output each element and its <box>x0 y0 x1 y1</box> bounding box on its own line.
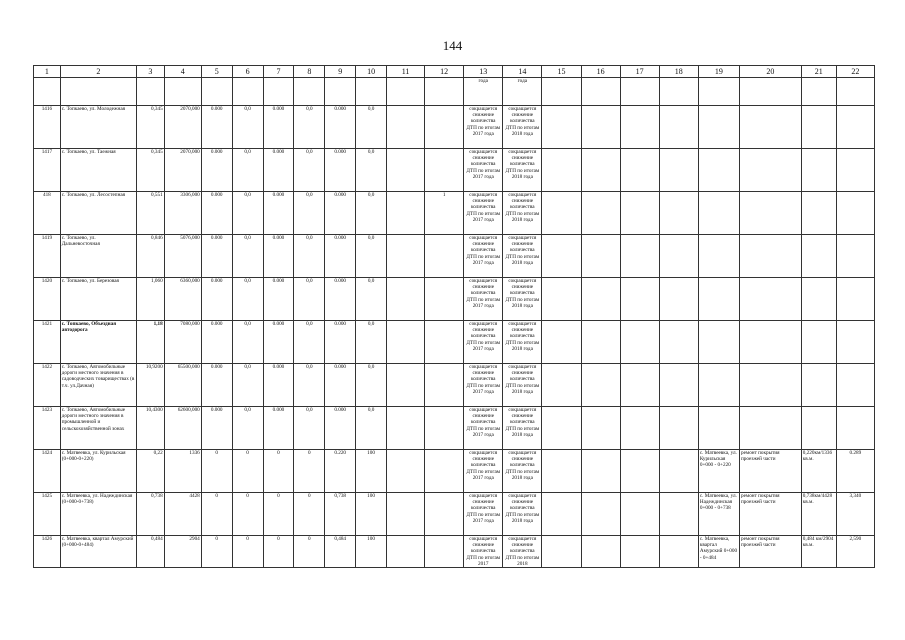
cell-col22 <box>836 106 874 149</box>
cell-col10: 100 <box>356 493 387 536</box>
cell-col15 <box>542 493 581 536</box>
cell-col20 <box>740 278 802 321</box>
cell-col19: с. Матвеевка, квартал Амурский 0+000 - 0+484 <box>698 536 739 568</box>
roads-table <box>33 65 875 568</box>
cell-col11 <box>387 149 425 192</box>
cell-col22 <box>836 278 874 321</box>
cell-col20: ремонт покрытия проезжей части <box>740 536 802 568</box>
cell-col11 <box>387 106 425 149</box>
cell-col13: сокращается снижение количества ДТП по итогам 2017 года <box>464 321 503 364</box>
cell-col7: 0 <box>263 450 294 493</box>
cell-col2: с. Матвеевка, квартал Амурский (0+000-0+484) <box>60 536 136 568</box>
column-header-19: 19 <box>698 66 739 78</box>
cell-col17 <box>620 450 659 493</box>
cell-col7: 0.000 <box>263 407 294 450</box>
cell-col16 <box>581 493 620 536</box>
cell-col8: 0 <box>294 493 325 536</box>
cell-col17 <box>620 235 659 278</box>
cell-col21 <box>801 149 836 192</box>
cell-col8: 0,0 <box>294 407 325 450</box>
cell-col3: 0,738 <box>136 493 164 536</box>
cell-col1: 1420 <box>34 278 61 321</box>
cell-col14: сокращается снижение количества ДТП по итогам 2018 года <box>503 407 542 450</box>
cell-col22 <box>836 192 874 235</box>
column-header-14: 14 <box>503 66 542 78</box>
column-header-10: 10 <box>356 66 387 78</box>
table-row <box>34 321 875 364</box>
cell-col7: 0.000 <box>263 149 294 192</box>
cell-col6: 0,0 <box>232 321 263 364</box>
cell-col11 <box>387 493 425 536</box>
cell-col22 <box>836 407 874 450</box>
column-header-12: 12 <box>425 66 464 78</box>
cell-col2: с. Топкаево, Объездная автодорога <box>60 321 136 364</box>
cell-col8: 0,0 <box>294 192 325 235</box>
cell-col11 <box>387 364 425 407</box>
cell-col7: 0.000 <box>263 106 294 149</box>
cell-col12 <box>425 149 464 192</box>
cell-col2: с. Топкаево, Автомобильные дороги местного значения в садоводческих товариществах (в т.ч. ул.Дачная) <box>60 364 136 407</box>
cell-col1: 1426 <box>34 536 61 568</box>
cell-col12 <box>425 364 464 407</box>
cell-col5: 0.000 <box>201 149 232 192</box>
cell-col21 <box>801 192 836 235</box>
table-row <box>34 106 875 149</box>
cell-col20 <box>740 192 802 235</box>
cell-col5: 0.000 <box>201 235 232 278</box>
cell-col8: 0 <box>294 450 325 493</box>
cell-col18 <box>659 450 698 493</box>
cell-col8: 0 <box>294 536 325 568</box>
cell-col6: 0,0 <box>232 364 263 407</box>
cell-col5: 0.000 <box>201 106 232 149</box>
cell-col16 <box>581 407 620 450</box>
cell-col13: сокращается снижение количества ДТП по итогам 2017 года <box>464 192 503 235</box>
cell-col9: 0.000 <box>325 149 356 192</box>
cell-col9: 0.000 <box>325 278 356 321</box>
cell-col19 <box>698 407 739 450</box>
cell-col16 <box>581 149 620 192</box>
cell-col8: 0,0 <box>294 106 325 149</box>
column-header-17: 17 <box>620 66 659 78</box>
cell-col22: 0.289 <box>836 450 874 493</box>
cell-col9: 0.000 <box>325 106 356 149</box>
cell-col7: 0.000 <box>263 192 294 235</box>
cell-col6: 0,0 <box>232 106 263 149</box>
cell-col5: 0 <box>201 450 232 493</box>
cell-col11 <box>387 536 425 568</box>
cell-col18 <box>659 493 698 536</box>
table-row <box>34 149 875 192</box>
cell-col2: с. Топкаево, ул. Лесостепная <box>60 192 136 235</box>
cell-col10: 0,0 <box>356 321 387 364</box>
cell-col11 <box>387 450 425 493</box>
cell-col1: 1416 <box>34 106 61 149</box>
column-header-13: 13 <box>464 66 503 78</box>
column-header-15: 15 <box>542 66 581 78</box>
cell-col5: 0.000 <box>201 407 232 450</box>
cell-col3: 0,22 <box>136 450 164 493</box>
cell-col22 <box>836 364 874 407</box>
cell-col3: 10,4300 <box>136 407 164 450</box>
cell-col15 <box>542 450 581 493</box>
cell-col18 <box>659 278 698 321</box>
cell-col4: 2070,000 <box>164 106 201 149</box>
cell-col15 <box>542 407 581 450</box>
cell-col6: 0 <box>232 450 263 493</box>
cell-col7: 0 <box>263 536 294 568</box>
cell-col12 <box>425 450 464 493</box>
cell-col13: сокращается снижение количества ДТП по итогам 2017 года <box>464 450 503 493</box>
column-header-1: 1 <box>34 66 61 78</box>
table-row <box>34 493 875 536</box>
cell-col20 <box>740 106 802 149</box>
cell-col5: 0.000 <box>201 192 232 235</box>
column-header-6: 6 <box>232 66 263 78</box>
cell-col21: 0,484 км/2904 кв.м. <box>801 536 836 568</box>
cell-col11 <box>387 235 425 278</box>
cell-col15 <box>542 235 581 278</box>
cell-col14: сокращается снижение количества ДТП по итогам 2018 года <box>503 149 542 192</box>
cell-col8: 0,0 <box>294 235 325 278</box>
cell-col21: 0,220км/1336 кв.м. <box>801 450 836 493</box>
cell-col15 <box>542 106 581 149</box>
cell-col3: 0,846 <box>136 235 164 278</box>
column-header-8: 8 <box>294 66 325 78</box>
cell-col5: 0 <box>201 536 232 568</box>
cell-col3: 1,060 <box>136 278 164 321</box>
cell-col4: 3306,000 <box>164 192 201 235</box>
cell-col16 <box>581 278 620 321</box>
cell-col8: 0,0 <box>294 278 325 321</box>
cell-col21: 0,738км/4428 кв.м. <box>801 493 836 536</box>
cell-col19 <box>698 106 739 149</box>
cell-col13: года <box>464 78 503 106</box>
cell-col19: с. Матвеевка, ул. Надеждинская 0+000 - 0+738 <box>698 493 739 536</box>
cell-col9: 0,738 <box>325 493 356 536</box>
cell-col18 <box>659 321 698 364</box>
column-header-22: 22 <box>836 66 874 78</box>
cell-col17 <box>620 192 659 235</box>
cell-col21 <box>801 407 836 450</box>
cell-col22: 2,590 <box>836 536 874 568</box>
cell-col21 <box>801 235 836 278</box>
cell-col19: с. Матвеевка, ул. Курильская 0+000 - 0+220 <box>698 450 739 493</box>
cell-col19 <box>698 192 739 235</box>
column-header-5: 5 <box>201 66 232 78</box>
cell-col16 <box>581 321 620 364</box>
cell-col19 <box>698 364 739 407</box>
cell-col20 <box>740 407 802 450</box>
cell-col20: ремонт покрытия проезжей части <box>740 493 802 536</box>
cell-col22 <box>836 321 874 364</box>
cell-col16 <box>581 106 620 149</box>
cell-col6: 0 <box>232 536 263 568</box>
cell-col14: сокращается снижение количества ДТП по итогам 2018 года <box>503 493 542 536</box>
cell-col16 <box>581 364 620 407</box>
cell-col6: 0,0 <box>232 278 263 321</box>
cell-col15 <box>542 278 581 321</box>
cell-col18 <box>659 149 698 192</box>
cell-col3: 0,345 <box>136 149 164 192</box>
cell-col6: 0,0 <box>232 192 263 235</box>
cell-col12 <box>425 407 464 450</box>
cell-col14: сокращается снижение количества ДТП по итогам 2018 года <box>503 321 542 364</box>
table-row <box>34 364 875 407</box>
cell-col5: 0.000 <box>201 364 232 407</box>
cell-col12 <box>425 493 464 536</box>
cell-col10: 0,0 <box>356 192 387 235</box>
cell-col18 <box>659 192 698 235</box>
page-number: 144 <box>442 38 463 53</box>
cell-col6: 0,0 <box>232 407 263 450</box>
column-header-11: 11 <box>387 66 425 78</box>
cell-col15 <box>542 364 581 407</box>
cell-col10: 0,0 <box>356 149 387 192</box>
cell-col1: 1421 <box>34 321 61 364</box>
cell-col21 <box>801 106 836 149</box>
column-header-2: 2 <box>60 66 136 78</box>
cell-col10: 0,0 <box>356 106 387 149</box>
cell-col18 <box>659 364 698 407</box>
cell-col6: 0,0 <box>232 149 263 192</box>
cell-col20 <box>740 149 802 192</box>
table-row <box>34 235 875 278</box>
cell-col16 <box>581 450 620 493</box>
cell-col13: сокращается снижение количества ДТП по итогам 2017 года <box>464 364 503 407</box>
cell-col2: с. Матвеевка, ул. Надеждинская (0+000-0+738) <box>60 493 136 536</box>
cell-col9: 0.000 <box>325 407 356 450</box>
cell-col5: 0 <box>201 493 232 536</box>
cell-col13: сокращается снижение количества ДТП по итогам 2017 года <box>464 493 503 536</box>
cell-col18 <box>659 106 698 149</box>
cell-col14: сокращается снижение количества ДТП по итогам 2018 <box>503 536 542 568</box>
cell-col10: 0,0 <box>356 278 387 321</box>
cell-col7: 0.000 <box>263 235 294 278</box>
cell-col17 <box>620 106 659 149</box>
cell-col3: 0,484 <box>136 536 164 568</box>
cell-col6: 0,0 <box>232 235 263 278</box>
cell-col13: сокращается снижение количества ДТП по итогам 2017 года <box>464 278 503 321</box>
cell-col12: 1 <box>425 192 464 235</box>
cell-col1: 1425 <box>34 493 61 536</box>
cell-col19 <box>698 235 739 278</box>
cell-col8: 0,0 <box>294 321 325 364</box>
cell-col2: с. Топкаево, ул. Молодежная <box>60 106 136 149</box>
cell-col2: с. Топкаево, ул. Березовая <box>60 278 136 321</box>
cell-col2: с. Топкаево, ул. Таежная <box>60 149 136 192</box>
cell-col14: сокращается снижение количества ДТП по итогам 2018 года <box>503 192 542 235</box>
cell-col17 <box>620 493 659 536</box>
cell-col13: сокращается снижение количества ДТП по итогам 2017 года <box>464 149 503 192</box>
cell-col10: 0,0 <box>356 407 387 450</box>
cell-col15 <box>542 321 581 364</box>
cell-col4: 4428 <box>164 493 201 536</box>
column-header-3: 3 <box>136 66 164 78</box>
cell-col12 <box>425 235 464 278</box>
cell-col20 <box>740 321 802 364</box>
cell-col9: 0.000 <box>325 192 356 235</box>
table-row <box>34 192 875 235</box>
cell-col21 <box>801 278 836 321</box>
cell-col21 <box>801 321 836 364</box>
cell-col17 <box>620 407 659 450</box>
cell-col1: 1423 <box>34 407 61 450</box>
column-header-9: 9 <box>325 66 356 78</box>
cell-col13: сокращается снижение количества ДТП по итогам 2017 года <box>464 407 503 450</box>
column-header-7: 7 <box>263 66 294 78</box>
cell-col2: с. Матвеевка, ул. Курильская (0+000-0+220) <box>60 450 136 493</box>
cell-col19 <box>698 278 739 321</box>
cell-col17 <box>620 149 659 192</box>
cell-col3: 0,345 <box>136 106 164 149</box>
cell-col1: 1422 <box>34 364 61 407</box>
cell-col4: 6360,000 <box>164 278 201 321</box>
cell-col9: 0.000 <box>325 321 356 364</box>
cell-col14: года <box>503 78 542 106</box>
cell-col12 <box>425 321 464 364</box>
column-header-4: 4 <box>164 66 201 78</box>
cell-col8: 0,0 <box>294 149 325 192</box>
cell-col16 <box>581 235 620 278</box>
cell-col7: 0.000 <box>263 364 294 407</box>
cell-col11 <box>387 407 425 450</box>
cell-col21 <box>801 364 836 407</box>
cell-col9: 0.000 <box>325 364 356 407</box>
cell-col20 <box>740 364 802 407</box>
cell-col9: 0.000 <box>325 235 356 278</box>
cell-col22 <box>836 235 874 278</box>
cell-col17 <box>620 321 659 364</box>
cell-col14: сокращается снижение количества ДТП по итогам 2018 года <box>503 450 542 493</box>
table-row <box>34 407 875 450</box>
column-header-20: 20 <box>740 66 802 78</box>
cell-col13: сокращается снижение количества ДТП по итогам 2017 года <box>464 235 503 278</box>
cell-col14: сокращается снижение количества ДТП по итогам 2018 года <box>503 106 542 149</box>
cell-col9: 0.220 <box>325 450 356 493</box>
cell-col11 <box>387 278 425 321</box>
cell-col4: 65500,000 <box>164 364 201 407</box>
cell-col1: 1424 <box>34 450 61 493</box>
cell-col15 <box>542 536 581 568</box>
cell-col22: 3,340 <box>836 493 874 536</box>
cell-col5: 0.000 <box>201 278 232 321</box>
table-row <box>34 536 875 568</box>
table-row <box>34 450 875 493</box>
cell-col22 <box>836 149 874 192</box>
cell-col15 <box>542 149 581 192</box>
cell-col11 <box>387 321 425 364</box>
cell-col14: сокращается снижение количества ДТП по итогам 2018 года <box>503 235 542 278</box>
cell-col2: с. Топкаево, ул. Дальневосточная <box>60 235 136 278</box>
column-header-16: 16 <box>581 66 620 78</box>
cell-col3: 10,9200 <box>136 364 164 407</box>
cell-col10: 100 <box>356 536 387 568</box>
cell-col10: 100 <box>356 450 387 493</box>
cell-col7: 0.000 <box>263 278 294 321</box>
cell-col1: 418 <box>34 192 61 235</box>
cell-col12 <box>425 278 464 321</box>
cell-col4: 2070,000 <box>164 149 201 192</box>
cell-col3: 0,551 <box>136 192 164 235</box>
cell-col4: 2904 <box>164 536 201 568</box>
cell-col2: с. Топкаево, Автомобильные дороги местного значения в промышленной и сельскохозяйственной зонах <box>60 407 136 450</box>
cell-col4: 1336 <box>164 450 201 493</box>
cell-col19 <box>698 149 739 192</box>
cell-col4: 5076,000 <box>164 235 201 278</box>
cell-col7: 0 <box>263 493 294 536</box>
cell-col11 <box>387 192 425 235</box>
column-header-18: 18 <box>659 66 698 78</box>
header-row <box>34 66 875 78</box>
cell-col1: 1419 <box>34 235 61 278</box>
cell-col18 <box>659 536 698 568</box>
cell-col6: 0 <box>232 493 263 536</box>
cell-col19 <box>698 321 739 364</box>
cell-col15 <box>542 192 581 235</box>
cell-col9: 0,484 <box>325 536 356 568</box>
cell-col10: 0,0 <box>356 235 387 278</box>
cell-col13: сокращается снижение количества ДТП по итогам 2017 <box>464 536 503 568</box>
cell-col10: 0,0 <box>356 364 387 407</box>
cell-col20: ремонт покрытия проезжей части <box>740 450 802 493</box>
cell-col18 <box>659 407 698 450</box>
column-header-21: 21 <box>801 66 836 78</box>
cell-col4: 62600,000 <box>164 407 201 450</box>
cell-col1: 1417 <box>34 149 61 192</box>
cell-col4: 7080,000 <box>164 321 201 364</box>
cell-col14: сокращается снижение количества ДТП по итогам 2018 года <box>503 364 542 407</box>
cell-col20 <box>740 235 802 278</box>
cell-col17 <box>620 536 659 568</box>
cell-col12 <box>425 106 464 149</box>
cell-col17 <box>620 364 659 407</box>
table-row-continued <box>34 78 875 106</box>
cell-col18 <box>659 235 698 278</box>
cell-col5: 0.000 <box>201 321 232 364</box>
cell-col16 <box>581 192 620 235</box>
cell-col7: 0.000 <box>263 321 294 364</box>
cell-col3: 1,18 <box>136 321 164 364</box>
cell-col17 <box>620 278 659 321</box>
cell-col14: сокращается снижение количества ДТП по итогам 2018 года <box>503 278 542 321</box>
cell-col8: 0,0 <box>294 364 325 407</box>
cell-col12 <box>425 536 464 568</box>
cell-col16 <box>581 536 620 568</box>
table-row <box>34 278 875 321</box>
cell-col13: сокращается снижение количества ДТП по итогам 2017 года <box>464 106 503 149</box>
